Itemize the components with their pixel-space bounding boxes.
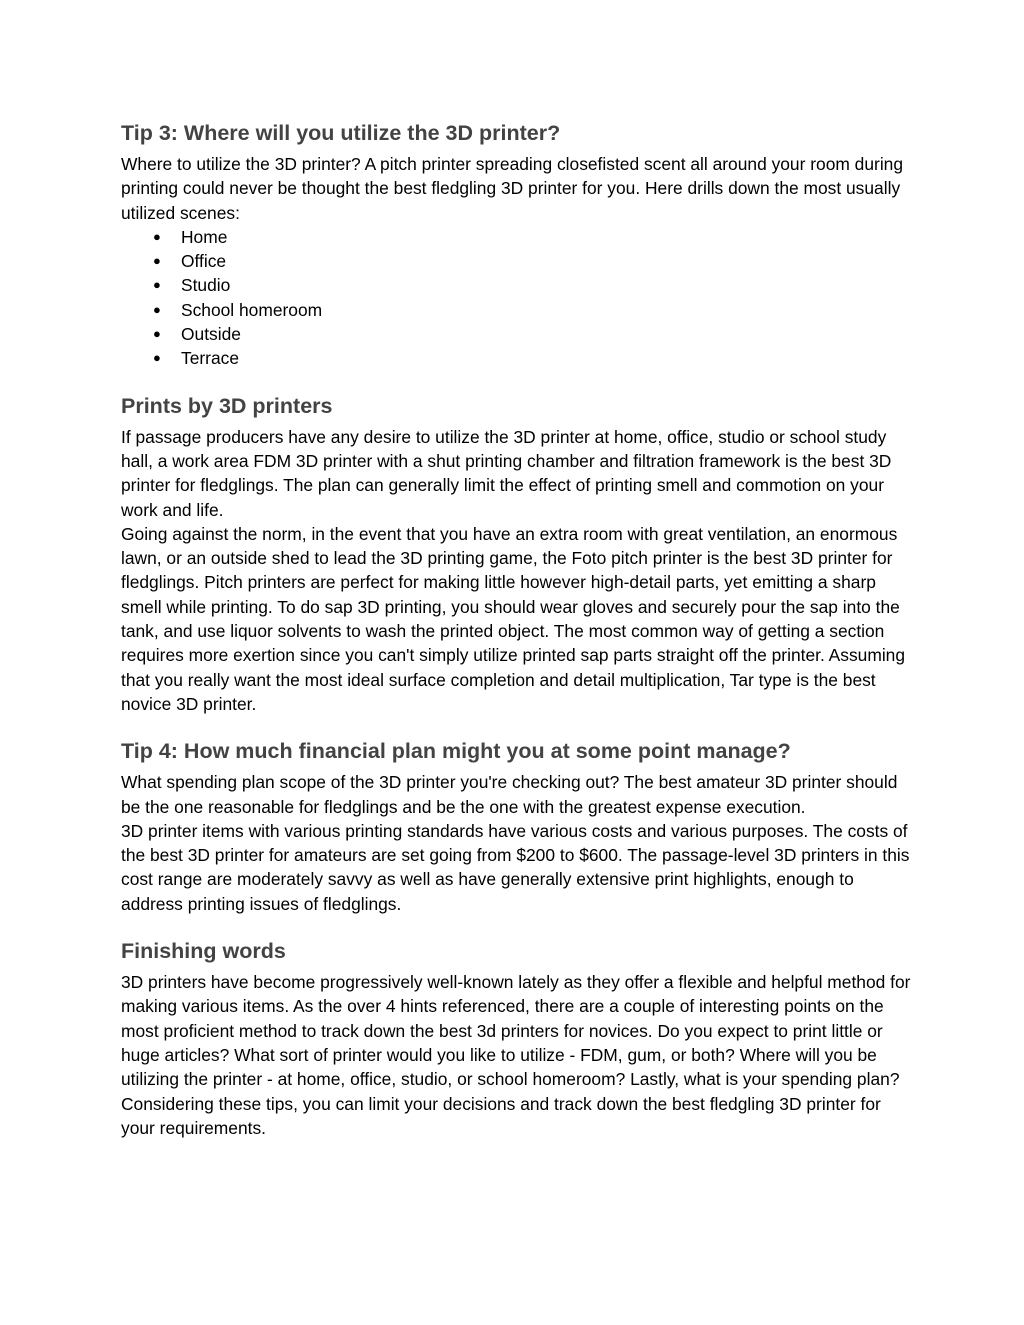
bullet-icon: ● — [153, 277, 161, 293]
paragraph: 3D printer items with various printing standards have various costs and various purposes. The costs of the best 3D printer for amateurs are set going from $200 to $600. The passage-level 3D printers in this cost range are moderately savvy as well as have generally extensive print highlights, enough to address printing issues of fledglings. — [121, 820, 910, 914]
section-heading: Finishing words — [121, 939, 286, 964]
bullet-list — [121, 225, 911, 371]
list-item — [121, 249, 911, 273]
list-item — [121, 225, 911, 249]
list-item-label: School homeroom — [181, 299, 323, 320]
section-tip-4 — [121, 736, 911, 916]
list-item — [121, 346, 911, 370]
document-page — [121, 118, 911, 1160]
section-tip-3 — [121, 118, 911, 371]
paragraph: What spending plan scope of the 3D printer you're checking out? The best amateur 3D printer should be the one reasonable for fledglings and be the one with the greatest expense execution. — [121, 772, 898, 817]
paragraph: If passage producers have any desire to utilize the 3D printer at home, office, studio or school study hall, a work area FDM 3D printer with a shut printing chamber and filtration framework is the best 3D printer for fledglings. The plan can generally limit the effect of printing smell and commotion on your work and life. — [121, 426, 892, 520]
paragraph: Where to utilize the 3D printer? A pitch printer spreading closefisted scent all around your room during printing could never be thought the best fledgling 3D printer for you. Here drills down the most usually utilized scenes: — [121, 154, 904, 223]
list-item — [121, 322, 911, 346]
bullet-icon: ● — [153, 228, 161, 244]
list-item — [121, 273, 911, 297]
list-item — [121, 298, 911, 322]
list-item-label: Home — [181, 226, 228, 247]
paragraph: Going against the norm, in the event that you have an extra room with great ventilation, an enormous lawn, or an outside shed to lead the 3D printing game, the Foto pitch printer is the best 3D printer for fledglings. Pitch printers are perfect for making little however high-detail parts, yet emitting a sharp smell while printing. To do sap 3D printing, you should wear gloves and securely pour the sap into the tank, and use liquor solvents to wash the printed object. The most common way of getting a section requires more exertion since you can't simply utilize printed sap parts straight off the printer. Assuming that you really want the most ideal surface completion and detail multiplication, Tar type is the best novice 3D printer. — [121, 523, 906, 714]
section-finishing-words — [121, 936, 911, 1140]
bullet-icon: ● — [153, 301, 161, 317]
list-item-label: Office — [181, 251, 227, 272]
paragraph: 3D printers have become progressively well-known lately as they offer a flexible and helpful method for making various items. As the over 4 hints referenced, there are a couple of interesting points on the most proficient method to track down the best 3d printers for novices. Do you expect to print little or huge articles? What sort of printer would you like to utilize - FDM, gum, or both? Where will you be utilizing the printer - at home, office, studio, or school homeroom? Lastly, what is your spending plan? Considering these tips, you can limit your decisions and track down the best fledgling 3D printer for your requirements. — [121, 972, 911, 1138]
list-item-label: Terrace — [181, 348, 239, 369]
bullet-icon: ● — [153, 350, 161, 366]
section-heading: Tip 3: Where will you utilize the 3D printer? — [121, 121, 561, 145]
list-item-label: Outside — [181, 324, 241, 345]
bullet-icon: ● — [153, 326, 161, 342]
section-prints-by-3d-printers — [121, 391, 911, 717]
list-item-label: Studio — [181, 275, 231, 296]
section-heading: Prints by 3D printers — [121, 393, 333, 418]
section-heading: Tip 4: How much financial plan might you at some point manage? — [121, 739, 791, 764]
bullet-icon: ● — [153, 253, 161, 269]
